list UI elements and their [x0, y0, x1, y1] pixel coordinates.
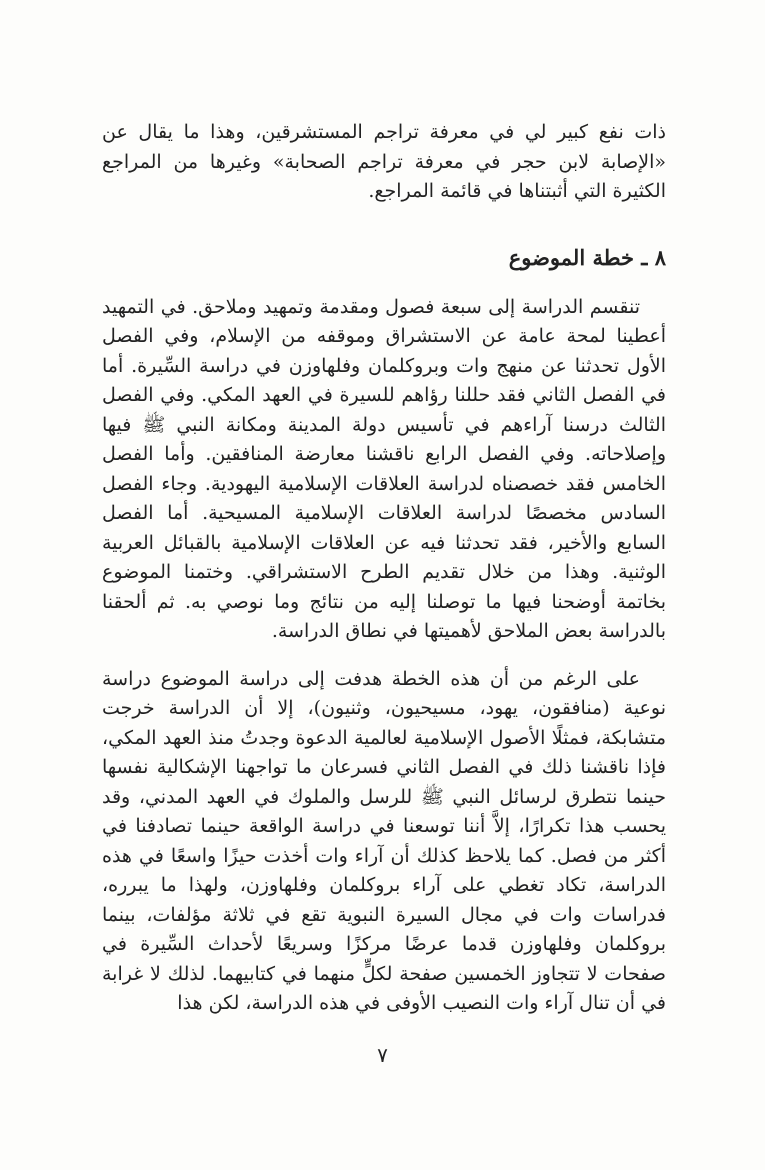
body-paragraph-2: على الرغم من أن هذه الخطة هدفت إلى دراسة الموضوع دراسة نوعية (منافقون، يهود، مسيحيون، وثنيون)، إلا أن الدراسة خرجت متشابكة، فمثلًا الأصول الإسلامية لعالمية الدعوة وجدتُ منذ العهد المكي، فإذا ناقشنا ذلك في الفصل الثاني فسرعان ما تواجهنا الإشكالية نفسها حينما نتطرق لرسائل النبي ﷺ للرسل والملوك في العهد المدني، وقد يحسب هذا تكرارًا، إلاَّ أننا توسعنا في دراسة الواقعة حينما تصادفنا في أكثر من فصل. كما يلاحظ كذلك أن آراء وات أخذت حيزًا واسعًا في هذه الدراسة، تكاد تغطي على آراء بروكلمان وفلهاوزن، ولهذا ما يبرره، فدراسات وات في مجال السيرة النبوية تقع في ثلاثة مؤلفات، بينما بروكلمان وفلهاوزن قدما عرضًا مركزًا وسريعًا لأحداث السِّيرة في صفحات لا تتجاوز الخمسين صفحة لكلٍّ منهما في كتابيهما. لذلك لا غرابة في أن تنال آراء وات النصيب الأوفى في هذه الدراسة، لكن هذا	[102, 667, 666, 1014]
section-heading: ٨ ـ خطة الموضوع	[508, 244, 666, 270]
page-number: ٧	[377, 1043, 388, 1067]
intro-paragraph: ذات نفع كبير لي في معرفة تراجم المستشرقين، وهذا ما يقال عن «الإصابة لابن حجر في معرفة تراجم الصحابة» وغيرها من المراجع الكثيرة التي أثبتناها في قائمة المراجع.	[102, 121, 666, 202]
page-content	[102, 118, 666, 1019]
body-paragraph-1: تنقسم الدراسة إلى سبعة فصول ومقدمة وتمهيد وملاحق. في التمهيد أعطينا لمحة عامة عن الاستشراق وموقفه من الإسلام، وفي الفصل الأول تحدثنا عن منهج وات وبروكلمان وفلهاوزن في دراسة السِّيرة. أما في الفصل الثاني فقد حللنا رؤاهم للسيرة في العهد المكي. وفي الفصل الثالث درسنا آراءهم في تأسيس دولة المدينة ومكانة النبي ﷺ فيها وإصلاحاته. وفي الفصل الرابع ناقشنا معارضة المنافقين. وأما الفصل الخامس فقد خصصناه لدراسة العلاقات الإسلامية اليهودية. وجاء الفصل السادس مخصصًا لدراسة العلاقات الإسلامية المسيحية. أما الفصل السابع والأخير، فقد تحدثنا فيه عن العلاقات الإسلامية بالقبائل العربية الوثنية. وهذا من خلال تقديم الطرح الاستشراقي. وختمنا الموضوع بخاتمة أوضحنا فيها ما توصلنا إليه من نتائج وما نوصي به. ثم ألحقنا بالدراسة بعض الملاحق لأهميتها في نطاق الدراسة.	[102, 295, 666, 642]
